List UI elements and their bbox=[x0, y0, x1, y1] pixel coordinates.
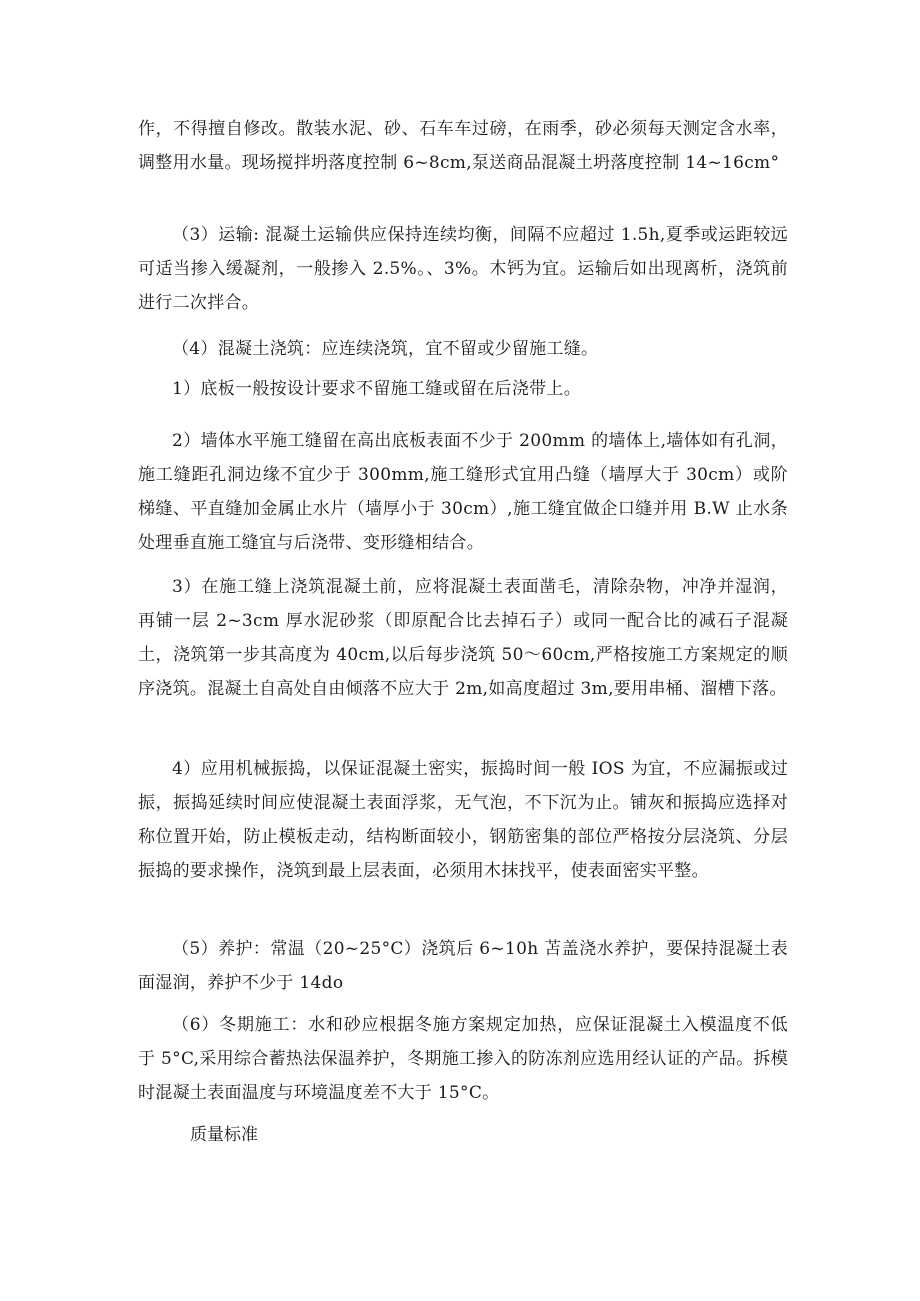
paragraph-transport: （3）运输: 混凝土运输供应保持连续均衡，间隔不应超过 1.5h,夏季或运距较远可适当掺入缓凝剂，一般掺入 2.5%。、3%。木钙为宜。运输后如出现离析，浇筑前进行二次拌合。 bbox=[138, 225, 788, 313]
paragraph-curing: （5）养护：常温（20~25°C）浇筑后 6~10h 苫盖浇水养护，要保持混凝土表面湿润，养护不少于 14do bbox=[138, 939, 788, 993]
paragraph-floor-slab: 1）底板一般按设计要求不留施工缝或留在后浇带上。 bbox=[172, 379, 582, 399]
paragraph-pouring: （4）混凝土浇筑：应连续浇筑，宜不留或少留施工缝。 bbox=[172, 339, 599, 359]
paragraph-vibration: 4）应用机械振捣，以保证混凝土密实，振捣时间一般 IOS 为宜，不应漏振或过振，振捣延续时间应使混凝土表面浮浆，无气泡，不下沉为止。铺灰和振捣应选择对称位置开始，防止模板走动，结构断面较小，钢筋密集的部位严格按分层浇筑、分层振捣的要求操作，浇筑到最上层表面，必须用木抹找平，使表面密实平整。 bbox=[138, 759, 788, 881]
paragraph-mix-control: 作，不得擅自修改。散装水泥、砂、石车车过磅，在雨季，砂必须每天测定含水率，调整用水量。现场搅拌坍落度控制 6~8cm,泵送商品混凝土坍落度控制 14~16cm° bbox=[138, 119, 788, 173]
section-heading-quality-standard: 质量标准 bbox=[190, 1125, 258, 1145]
paragraph-winter-construction: （6）冬期施工：水和砂应根据冬施方案规定加热，应保证混凝土入模温度不低于 5°C,采用综合蓄热法保温养护，冬期施工掺入的防冻剂应选用经认证的产品。拆模时混凝土表面温度与环境温度差不大于 15°C。 bbox=[138, 1015, 788, 1103]
paragraph-wall-joints: 2）墙体水平施工缝留在高出底板表面不少于 200mm 的墙体上,墙体如有孔洞，施工缝距孔洞边缘不宜少于 300mm,施工缝形式宜用凸缝（墙厚大于 30cm）或阶梯缝、平直缝加金属止水片（墙厚小于 30cm）,施工缝宜做企口缝并用 B.W 止水条处理垂直施工缝宜与后浇带、变形缝相结合。 bbox=[138, 431, 788, 553]
paragraph-joint-pouring: 3）在施工缝上浇筑混凝土前，应将混凝土表面凿毛，清除杂物，冲净并湿润，再铺一层 2~3cm 厚水泥砂浆（即原配合比去掉石子）或同一配合比的减石子混凝土，浇筑第一步其高度为 40cm,以后每步浇筑 50～60cm,严格按施工方案规定的顺序浇筑。混凝土自高处自由倾落不应大于 2m,如高度超过 3m,要用串桶、溜槽下落。 bbox=[138, 577, 788, 699]
